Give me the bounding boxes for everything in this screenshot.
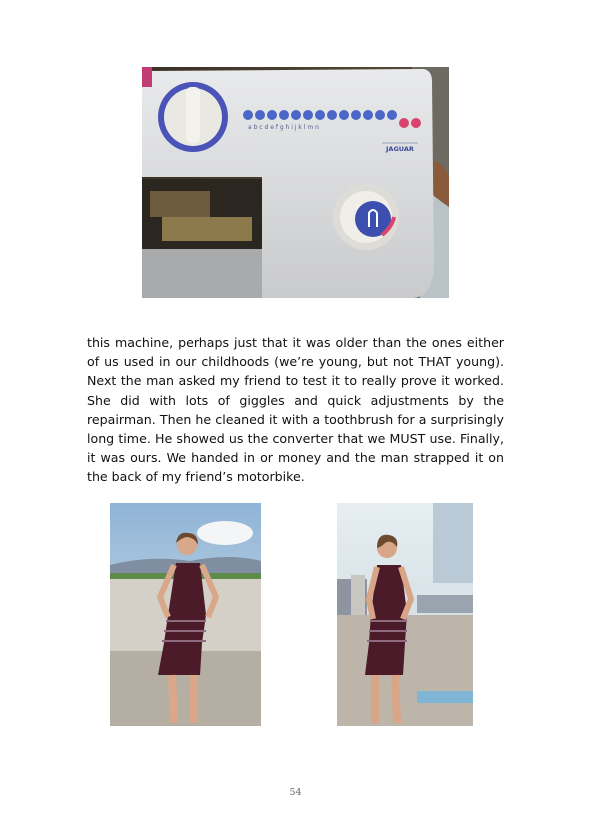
body-paragraph: this machine, perhaps just that it was older than the ones either of us used in our childhoods (we’re young, but not THAT young). Next the man asked my friend to test it to really prove it worked. She did with lots of giggles and quick adjustments by the repairman. Then he cleaned it with a toothbrush for a surprisingly long time. He showed us the converter that we MUST use. Finally, it was ours. We handed in or money and the man strapped it on the back of my friend’s motorbike. (87, 335, 504, 485)
woman-in-dress-back-photo (337, 503, 473, 726)
svg-text:JAGUAR: JAGUAR (386, 145, 414, 153)
woman-in-dress-front-photo (110, 503, 261, 726)
svg-text:a b c d e f g h i j k l m n: a b c d e f g h i j k l m n (248, 124, 319, 131)
sewing-machine-photo (142, 67, 449, 298)
page-number: 54 (289, 787, 302, 798)
